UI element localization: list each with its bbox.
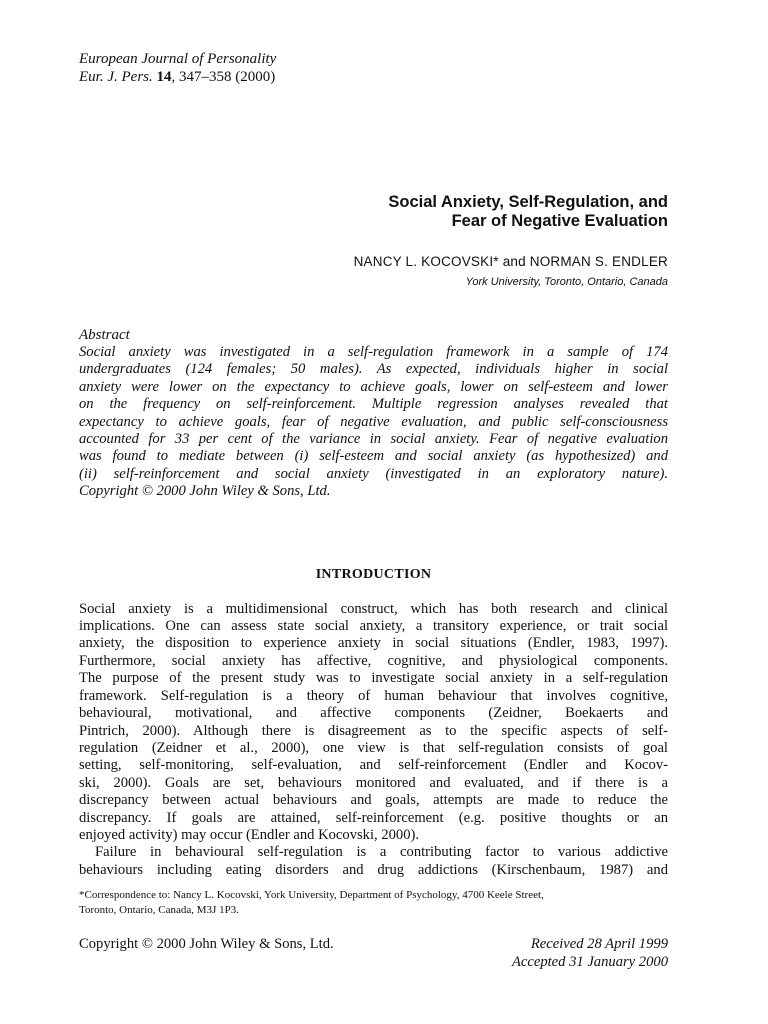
intro-line: The purpose of the present study was to investigate social anxiety in a self-regulation [79, 670, 668, 687]
intro-line: behavioural, motivational, and affective components (Zeidner, Boekaerts and [79, 705, 668, 722]
introduction-body [79, 601, 668, 880]
article-title [79, 193, 668, 231]
abstract-line: (ii) self-reinforcement and social anxiety (investigated in an exploratory nature). [79, 465, 668, 482]
intro-line: Failure in behavioural self-regulation is a contributing factor to various addictive [95, 844, 668, 861]
abstract-heading: Abstract [79, 327, 130, 343]
abstract-copyright: Copyright © 2000 John Wiley & Sons, Ltd. [79, 483, 331, 500]
intro-line: Social anxiety is a multidimensional construct, which has both research and clinical [79, 600, 668, 617]
article-title-line-1: Social Anxiety, Self-Regulation, and [388, 193, 668, 211]
page-footer [79, 935, 668, 975]
intro-line: discrepancy. If goals are attained, self-reinforcement (e.g. positive thoughts or an [79, 809, 668, 826]
article-page [79, 50, 668, 975]
journal-volume: 14 [156, 69, 172, 85]
intro-line: setting, self-monitoring, self-evaluation, and self-reinforcement (Endler and Kocov- [79, 757, 668, 774]
abstract-line: expectancy to achieve goals, fear of negative evaluation, and public self-consciousness [79, 413, 668, 430]
abstract-line: anxiety were lower on the expectancy to achieve goals, lower on self-esteem and lower [79, 378, 668, 395]
article-affiliation: York University, Toronto, Ontario, Canada [465, 276, 668, 288]
accepted-date: Accepted 31 January 2000 [511, 954, 668, 971]
journal-abbrev: Eur. J. Pers. [79, 69, 153, 85]
received-date: Received 28 April 1999 [530, 936, 668, 953]
abstract-line: on the frequency on self-reinforcement. Multiple regression analyses revealed that [79, 396, 668, 413]
introduction-heading: INTRODUCTION [315, 566, 432, 582]
footer-dates [512, 935, 668, 971]
footnote-line-1: *Correspondence to: Nancy L. Kocovski, York University, Department of Psychology, 4700 Keele Street, [79, 889, 544, 902]
intro-line: behaviours including eating disorders and drug addictions (Kirschenbaum, 1987) and [79, 861, 668, 878]
intro-line: Pintrich, 2000). Although there is disagreement as to the specific aspects of self- [79, 722, 668, 739]
correspondence-footnote [79, 888, 668, 918]
intro-line: framework. Self-regulation is a theory of human behaviour that involves cognitive, [79, 687, 668, 704]
intro-line: implications. One can assess state social anxiety, a transitory experience, or trait social [79, 618, 668, 635]
intro-line: regulation (Zeidner et al., 2000), one view is that self-regulation consists of goal [79, 739, 668, 756]
journal-name: European Journal of Personality [79, 51, 277, 67]
intro-line: anxiety, the disposition to experience anxiety in social situations (Endler, 1983, 1997). [79, 635, 668, 652]
abstract-line: undergraduates (124 females; 50 males). As expected, individuals higher in social [79, 361, 668, 378]
intro-line: enjoyed activity) may occur (Endler and Kocovski, 2000). [79, 826, 420, 843]
article-title-line-2: Fear of Negative Evaluation [451, 212, 668, 230]
abstract-body [79, 344, 668, 501]
abstract-line: Social anxiety was investigated in a self-regulation framework in a sample of 174 [79, 344, 668, 360]
footnote-line-2: Toronto, Ontario, Canada, M3J 1P3. [79, 904, 239, 917]
journal-citation [79, 68, 668, 86]
intro-line: ski, 2000). Goals are set, behaviours monitored and evaluated, and if there is a [79, 774, 668, 791]
article-authors: NANCY L. KOCOVSKI* and NORMAN S. ENDLER [353, 254, 668, 269]
abstract-line: was found to mediate between (i) self-esteem and social anxiety (as hypothesized) and [79, 448, 668, 465]
intro-line: Furthermore, social anxiety has affective, cognitive, and physiological components. [79, 652, 668, 669]
journal-pages-year: , 347–358 (2000) [171, 69, 276, 85]
footer-copyright: Copyright © 2000 John Wiley & Sons, Ltd. [79, 936, 334, 953]
intro-line: discrepancy between actual behaviours and goals, attempts are made to reduce the [79, 792, 668, 809]
abstract-line: accounted for 33 per cent of the variance in social anxiety. Fear of negative evaluation [79, 431, 668, 448]
